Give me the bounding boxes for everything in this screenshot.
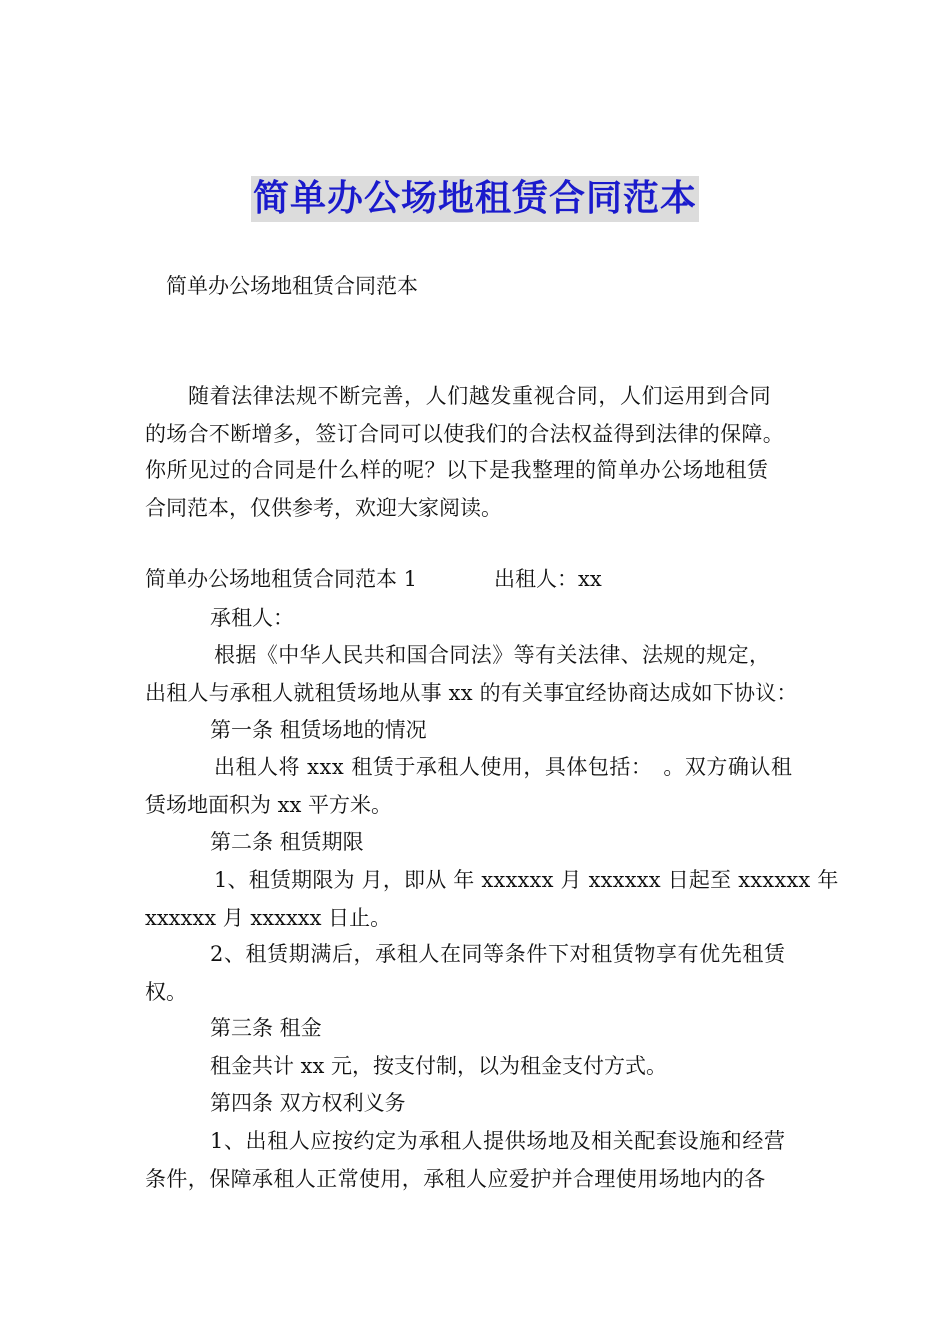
article4-item1-line-1: 1、出租人应按约定为承租人提供场地及相关配套设施和经营 bbox=[210, 1129, 786, 1153]
article4-title: 第四条 双方权利义务 bbox=[210, 1091, 406, 1115]
article3-line: 租金共计 xx 元，按支付制，以为租金支付方式。 bbox=[210, 1054, 668, 1078]
intro-line-4: 合同范本，仅供参考，欢迎大家阅读。 bbox=[145, 496, 502, 520]
subtitle: 简单办公场地租赁合同范本 bbox=[166, 274, 418, 298]
lessor-line: 出租人：xx bbox=[494, 567, 602, 591]
article4-item1-line-2: 条件，保障承租人正常使用，承租人应爱护并合理使用场地内的各 bbox=[145, 1167, 766, 1191]
article1-title: 第一条 租赁场地的情况 bbox=[210, 718, 427, 742]
article2-item2-line-2: 权。 bbox=[145, 980, 187, 1004]
basis-line-2: 出租人与承租人就租赁场地从事 xx 的有关事宜经协商达成如下协议： bbox=[145, 681, 798, 705]
article1-line-1: 出租人将 xxx 租赁于承租人使用，具体包括： 。双方确认租 bbox=[214, 755, 793, 779]
intro-line-3: 你所见过的合同是什么样的呢？以下是我整理的简单办公场地租赁 bbox=[145, 458, 769, 482]
document-title-wrap bbox=[0, 176, 950, 222]
document-title: 简单办公场地租赁合同范本 bbox=[251, 176, 699, 222]
article2-item1-line-1: 1、租赁期限为 月，即从 年 xxxxxx 月 xxxxxx 日起至 xxxxxx 年 bbox=[214, 868, 839, 892]
intro-line-1: 随着法律法规不断完善，人们越发重视合同，人们运用到合同 bbox=[188, 384, 772, 408]
lessee-line: 承租人： bbox=[210, 606, 294, 630]
article3-title: 第三条 租金 bbox=[210, 1016, 322, 1040]
article1-line-2: 赁场地面积为 xx 平方米。 bbox=[145, 793, 393, 817]
basis-line-1: 根据《中华人民共和国合同法》等有关法律、法规的规定， bbox=[214, 643, 771, 667]
article2-item2-line-1: 2、租赁期满后，承租人在同等条件下对租赁物享有优先租赁 bbox=[210, 942, 786, 966]
article2-item1-line-2: xxxxxx 月 xxxxxx 日止。 bbox=[145, 906, 392, 930]
article2-title: 第二条 租赁期限 bbox=[210, 830, 364, 854]
contract-heading: 简单办公场地租赁合同范本 1 bbox=[145, 567, 418, 591]
intro-line-2: 的场合不断增多，签订合同可以使我们的合法权益得到法律的保障。 bbox=[145, 422, 784, 446]
